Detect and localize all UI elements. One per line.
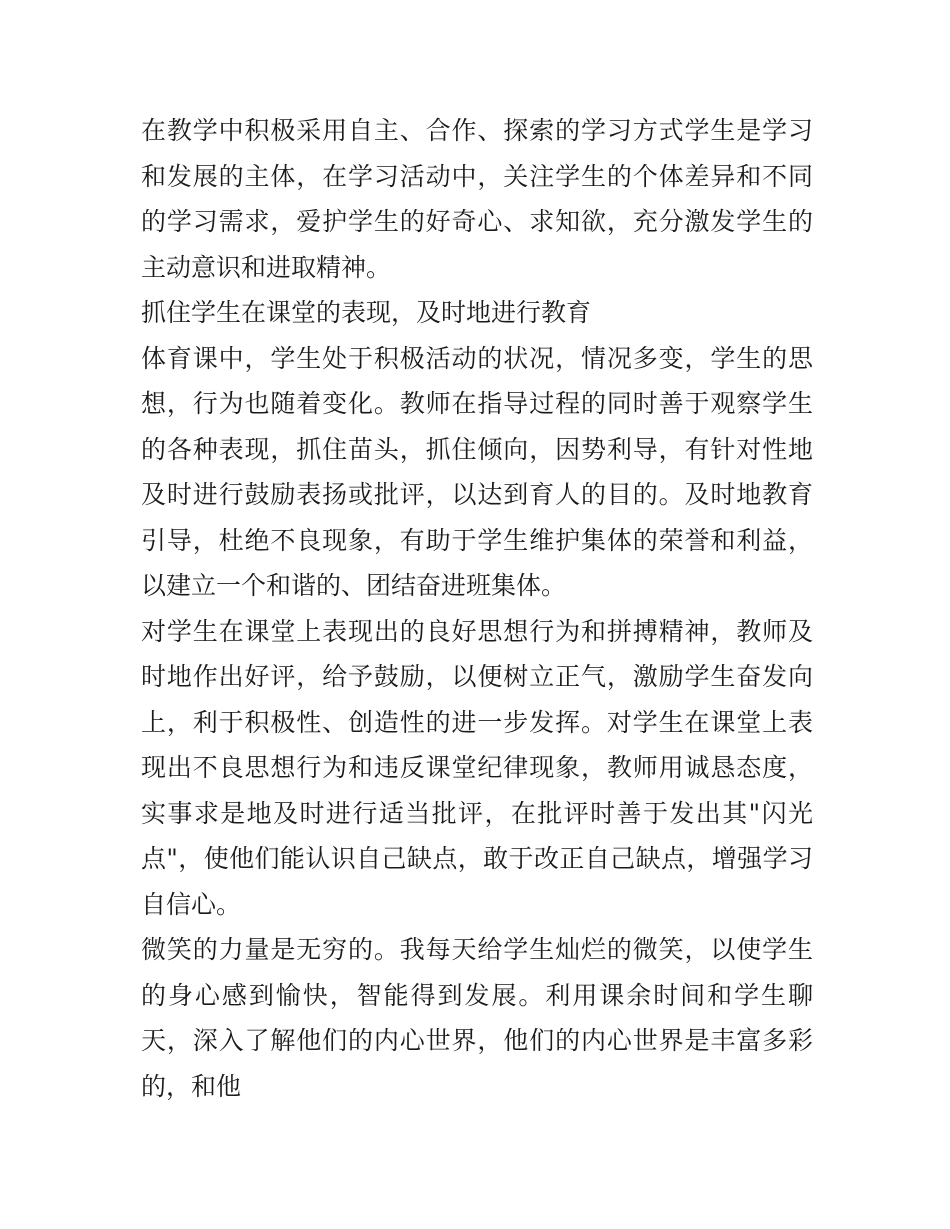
paragraph-pe-class-guidance: 体育课中，学生处于积极活动的状况，情况多变，学生的思想，行为也随着变化。教师在指导过程的同时善于观察学生的各种表现，抓住苗头，抓住倾向，因势利导，有针对性地及时进行鼓励表扬或批评，以达到育人的目的。及时地教育引导，杜绝不良现象，有助于学生维护集体的荣誉和利益，以建立一个和谐的、团结奋进班集体。 (141, 343, 813, 600)
paragraph-praise-and-criticism: 对学生在课堂上表现出的良好思想行为和拼搏精神，教师及时地作出好评，给予鼓励，以便树立正气，激励学生奋发向上，利于积极性、创造性的进一步发挥。对学生在课堂上表现出不良思想行为和违反课堂纪律现象，教师用诚恳态度，实事求是地及时进行适当批评，在批评时善于发出其"闪光点"，使他们能认识自己缺点，敢于改正自己缺点，增强学习自信心。 (141, 616, 813, 919)
document-body (141, 108, 813, 1109)
paragraph-learning-methods: 在教学中积极采用自主、合作、探索的学习方式学生是学习和发展的主体，在学习活动中，关注学生的个体差异和不同的学习需求，爱护学生的好奇心、求知欲，充分激发学生的主动意识和进取精神。 (141, 116, 813, 282)
section-heading-timely-education: 抓住学生在课堂的表现，及时地进行教育 (141, 298, 592, 327)
paragraph-power-of-smile: 微笑的力量是无穷的。我每天给学生灿烂的微笑，以使学生的身心感到愉快，智能得到发展。利用课余时间和学生聊天，深入了解他们的内心世界，他们的内心世界是丰富多彩的，和他 (141, 935, 813, 1101)
